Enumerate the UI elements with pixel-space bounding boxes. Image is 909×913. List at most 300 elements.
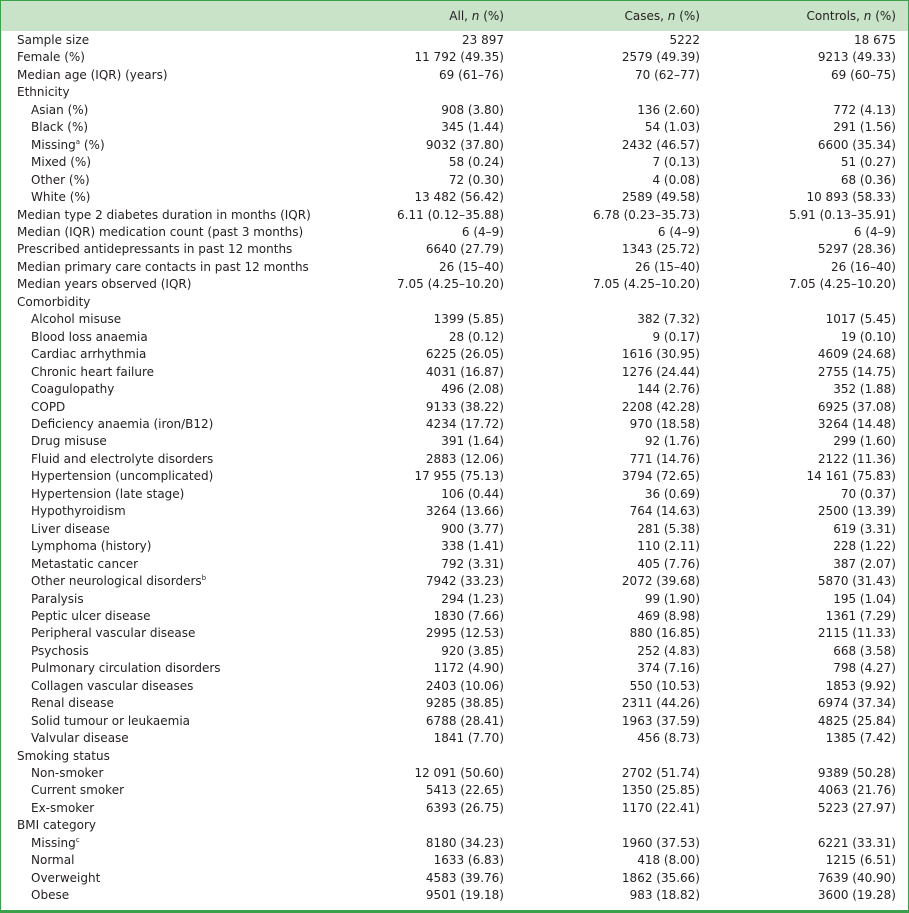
cell-cases [504,294,700,311]
cell-controls: 2755 (14.75) [817,364,896,379]
row-label-cell [1,102,371,119]
cell-controls: 7639 (40.90) [817,870,896,885]
cell-controls: 3264 (14.48) [817,416,896,431]
header-all-n: n [471,9,480,23]
row-label: Other neurological disorders [31,574,202,589]
cell-controls: 10 893 (58.33) [806,190,896,205]
row-label-cell [1,416,371,433]
cell-controls: 9213 (49.33) [817,50,896,65]
cell-cases: 36 (0.69) [644,486,700,501]
cell-cases: 2432 (46.57) [621,137,700,152]
cell-controls: 2500 (13.39) [817,504,896,519]
cell-cases [504,84,700,101]
row-label: Valvular disease [31,731,129,746]
cell-cases: 382 (7.32) [637,312,700,327]
cell-cases: 54 (1.03) [644,120,700,135]
row-label-cell [1,643,371,660]
row-label-cell [1,503,371,520]
cell-all: 11 792 (49.35) [414,50,504,65]
table-row [1,765,896,782]
cell-controls: 2115 (11.33) [817,626,896,641]
cell-controls: 7.05 (4.25–10.20) [789,277,896,292]
row-label: Ex-smoker [31,800,95,815]
cell-cases: 2589 (49.58) [621,190,700,205]
row-label: Obese [31,888,70,903]
row-label: Pulmonary circulation disorders [31,661,221,676]
cell-all: 72 (0.30) [448,172,504,187]
cell-all: 391 (1.64) [441,434,504,449]
row-label: Chronic heart failure [31,364,155,379]
row-label-cell [1,835,371,852]
table-row [1,748,896,765]
cell-controls: 619 (3.31) [833,521,896,536]
row-label-cell [1,591,371,608]
cell-cases [504,748,700,765]
cell-controls: 5297 (28.36) [817,242,896,257]
cell-all [371,294,504,311]
characteristics-table [1,32,896,905]
cell-cases: 3794 (72.65) [621,469,700,484]
row-label-suffix: (%) [80,137,105,152]
cell-all: 1841 (7.70) [433,731,504,746]
row-label-cell [1,84,371,101]
table-row [1,224,896,241]
cell-all: 1399 (5.85) [433,312,504,327]
cell-all: 3264 (13.66) [425,504,504,519]
table-row [1,468,896,485]
cell-all: 9501 (19.18) [425,888,504,903]
table-row [1,695,896,712]
row-label-cell [1,782,371,799]
row-label: Median (IQR) medication count (past 3 months) [17,224,304,239]
cell-controls: 14 161 (75.83) [806,469,896,484]
row-label-cell [1,329,371,346]
row-label: Hypothyroidism [31,504,126,519]
row-label: Median primary care contacts in past 12 months [17,259,309,274]
table-row [1,137,896,154]
cell-cases: 1960 (37.53) [621,835,700,850]
table-row [1,870,896,887]
table-row [1,329,896,346]
row-label-cell [1,887,371,904]
cell-all: 345 (1.44) [441,120,504,135]
table-row [1,591,896,608]
table-row [1,32,896,49]
row-label-cell [1,189,371,206]
table-row [1,782,896,799]
cell-cases: 880 (16.85) [629,626,700,641]
table-row [1,835,896,852]
cell-all: 6788 (28.41) [425,713,504,728]
table-row [1,49,896,66]
table-header [1,1,908,31]
cell-cases: 26 (15–40) [635,259,700,274]
footnote-marker: c [75,835,80,844]
cell-cases: 550 (10.53) [629,678,700,693]
row-label: Renal disease [31,696,114,711]
header-all-label: All, [449,9,472,23]
cell-cases: 1862 (35.66) [621,870,700,885]
cell-cases: 2311 (44.26) [621,696,700,711]
header-controls-pct: (%) [871,9,896,23]
row-label-cell [1,399,371,416]
cell-cases: 469 (8.98) [637,608,700,623]
row-label-cell [1,49,371,66]
cell-controls [700,84,896,101]
cell-controls: 291 (1.56) [833,120,896,135]
row-label: Hypertension (late stage) [31,486,185,501]
header-all-pct: (%) [479,9,504,23]
row-label: Cardiac arrhythmia [31,347,147,362]
cell-controls: 3600 (19.28) [817,888,896,903]
cell-all: 28 (0.12) [448,329,504,344]
cell-all: 23 897 [462,33,504,47]
cell-all [371,84,504,101]
cell-all: 6225 (26.05) [425,347,504,362]
row-label: Blood loss anaemia [31,329,148,344]
cell-controls: 5223 (27.97) [817,800,896,815]
table-row [1,433,896,450]
row-label: BMI category [17,818,96,833]
cell-cases: 6 (4–9) [657,224,700,239]
bottom-rule [1,910,908,912]
row-label: Ethnicity [17,85,70,100]
table-row [1,381,896,398]
header-controls-n: n [863,9,872,23]
cell-all: 6393 (26.75) [425,800,504,815]
row-label-cell [1,433,371,450]
cell-controls: 69 (60–75) [831,67,896,82]
row-label-cell [1,556,371,573]
row-label-cell [1,521,371,538]
table-row [1,521,896,538]
row-label: Solid tumour or leukaemia [31,713,191,728]
cell-controls: 6221 (33.31) [817,835,896,850]
table-row [1,259,896,276]
row-label-cell [1,800,371,817]
row-label-cell [1,817,371,834]
footnote-marker: a [75,137,81,146]
cell-controls: 668 (3.58) [833,643,896,658]
row-label-cell [1,276,371,293]
cell-cases: 374 (7.16) [637,661,700,676]
cell-controls: 4063 (21.76) [817,783,896,798]
cell-controls: 26 (16–40) [831,259,896,274]
table-row [1,84,896,101]
table-row [1,311,896,328]
table-row [1,625,896,642]
row-label-cell [1,346,371,363]
row-label-cell [1,660,371,677]
row-label: Liver disease [31,521,110,536]
row-label-cell [1,678,371,695]
table-row [1,102,896,119]
row-label: Drug misuse [31,434,107,449]
row-label-cell [1,381,371,398]
cell-cases: 1350 (25.85) [621,783,700,798]
row-label: COPD [31,399,66,414]
cell-controls [700,817,896,834]
cell-cases: 764 (14.63) [629,504,700,519]
table-row [1,276,896,293]
row-label: Comorbidity [17,294,91,309]
header-cases-label: Cases, [624,9,668,23]
cell-all: 9032 (37.80) [425,137,504,152]
row-label: Metastatic cancer [31,556,139,571]
cell-controls: 387 (2.07) [833,556,896,571]
cell-cases: 405 (7.76) [637,556,700,571]
cell-all: 294 (1.23) [441,591,504,606]
row-label-cell [1,730,371,747]
cell-all: 496 (2.08) [441,382,504,397]
cell-all: 6640 (27.79) [425,242,504,257]
cell-cases: 1963 (37.59) [621,713,700,728]
table-row [1,503,896,520]
cell-cases: 2072 (39.68) [621,574,700,589]
cell-controls: 772 (4.13) [833,102,896,117]
cell-all: 7942 (33.23) [425,574,504,589]
cell-all: 4031 (16.87) [425,364,504,379]
row-label-cell [1,451,371,468]
cell-all: 6.11 (0.12–35.88) [397,207,504,222]
row-label-cell [1,154,371,171]
table-row [1,713,896,730]
row-label: Psychosis [31,643,89,658]
row-label: Overweight [31,870,101,885]
cell-cases: 2208 (42.28) [621,399,700,414]
row-label-cell [1,538,371,555]
cell-cases: 6.78 (0.23–35.73) [593,207,700,222]
cell-controls: 6925 (37.08) [817,399,896,414]
cell-all: 4234 (17.72) [425,416,504,431]
cell-all: 12 091 (50.60) [414,766,504,781]
row-label: Asian (%) [31,102,89,117]
cell-all: 106 (0.44) [441,486,504,501]
table-row [1,573,896,590]
row-label: Other (%) [31,172,90,187]
cell-controls: 18 675 [854,33,896,47]
header-cases-n: n [667,9,676,23]
table-row [1,538,896,555]
cell-controls: 6600 (35.34) [817,137,896,152]
row-label-cell [1,207,371,224]
cell-controls: 299 (1.60) [833,434,896,449]
table-row [1,241,896,258]
row-label-cell [1,32,371,49]
table-row [1,207,896,224]
cell-cases: 970 (18.58) [629,416,700,431]
table-row [1,189,896,206]
table-row [1,67,896,84]
cell-all: 5413 (22.65) [425,783,504,798]
table-row [1,346,896,363]
row-label: Median years observed (IQR) [17,277,192,292]
cell-cases: 7.05 (4.25–10.20) [593,277,700,292]
table-row [1,556,896,573]
cell-cases: 1276 (24.44) [621,364,700,379]
header-controls [700,9,896,23]
row-label: Sample size [17,33,90,47]
table-body [1,32,896,905]
row-label: White (%) [31,190,91,205]
cell-cases: 70 (62–77) [635,67,700,82]
cell-controls: 70 (0.37) [840,486,896,501]
cell-cases: 252 (4.83) [637,643,700,658]
cell-controls: 68 (0.36) [840,172,896,187]
cell-controls: 5870 (31.43) [817,574,896,589]
cell-cases: 4 (0.08) [652,172,700,187]
cell-controls: 6974 (37.34) [817,696,896,711]
cell-all: 6 (4–9) [461,224,504,239]
row-label: Lymphoma (history) [31,539,152,554]
table-row [1,678,896,695]
header-cases [504,9,700,23]
cell-controls [700,748,896,765]
row-label-cell [1,486,371,503]
cell-cases: 983 (18.82) [629,888,700,903]
row-label: Paralysis [31,591,84,606]
cell-all: 8180 (34.23) [425,835,504,850]
row-label-cell [1,608,371,625]
cell-all: 2403 (10.06) [425,678,504,693]
table-row [1,451,896,468]
table-row [1,643,896,660]
row-label: Female (%) [17,50,85,65]
cell-all: 69 (61–76) [439,67,504,82]
cell-all: 2995 (12.53) [425,626,504,641]
table-row [1,486,896,503]
table-row [1,800,896,817]
table-row [1,172,896,189]
row-label: Mixed (%) [31,155,91,170]
row-label: Smoking status [17,748,110,763]
cell-controls: 2122 (11.36) [817,451,896,466]
table-row [1,817,896,834]
footnote-marker: b [201,574,207,583]
cell-cases: 110 (2.11) [637,539,700,554]
row-label-cell [1,713,371,730]
cell-all: 7.05 (4.25–10.20) [397,277,504,292]
cell-all: 920 (3.85) [441,643,504,658]
cell-controls: 352 (1.88) [833,382,896,397]
cell-cases: 771 (14.76) [629,451,700,466]
row-label: Deficiency anaemia (iron/B12) [31,416,214,431]
table-row [1,730,896,747]
cell-controls: 1853 (9.92) [825,678,896,693]
row-label: Current smoker [31,783,125,798]
header-controls-label: Controls, [806,9,864,23]
cell-cases: 5222 [669,33,700,47]
cell-all: 4583 (39.76) [425,870,504,885]
cell-cases: 144 (2.76) [637,382,700,397]
table-row [1,119,896,136]
row-label-cell [1,852,371,869]
row-label-cell [1,119,371,136]
row-label-cell [1,625,371,642]
row-label: Median type 2 diabetes duration in months (IQR) [17,207,311,222]
row-label: Black (%) [31,120,89,135]
header-cases-pct: (%) [675,9,700,23]
row-label: Normal [31,853,75,868]
cell-all: 900 (3.77) [441,521,504,536]
cell-all: 2883 (12.06) [425,451,504,466]
cell-controls: 1385 (7.42) [825,731,896,746]
cell-cases: 92 (1.76) [644,434,700,449]
row-label-cell [1,172,371,189]
table-row [1,660,896,677]
cell-controls: 228 (1.22) [833,539,896,554]
cell-all: 792 (3.31) [441,556,504,571]
row-label: Prescribed antidepressants in past 12 months [17,242,293,257]
table-row [1,294,896,311]
table-row [1,154,896,171]
cell-cases: 99 (1.90) [644,591,700,606]
cell-cases: 1170 (22.41) [621,800,700,815]
table-row [1,608,896,625]
cell-controls: 19 (0.10) [840,329,896,344]
table-row [1,364,896,381]
cell-all: 1633 (6.83) [433,853,504,868]
cell-all: 1172 (4.90) [433,661,504,676]
cell-all: 1830 (7.66) [433,608,504,623]
cell-controls: 6 (4–9) [853,224,896,239]
row-label: Non-smoker [31,766,104,781]
row-label-cell [1,765,371,782]
cell-controls: 195 (1.04) [833,591,896,606]
row-label-cell [1,870,371,887]
cell-cases: 2579 (49.39) [621,50,700,65]
row-label-cell [1,224,371,241]
cell-controls: 1361 (7.29) [825,608,896,623]
row-label-cell [1,468,371,485]
row-label-cell [1,573,371,590]
header-all [371,9,504,23]
row-label: Median age (IQR) (years) [17,67,168,82]
row-label: Missing [31,137,76,152]
cell-all [371,748,504,765]
row-label: Hypertension (uncomplicated) [31,469,214,484]
table-row [1,416,896,433]
cell-all: 13 482 (56.42) [414,190,504,205]
cell-controls: 798 (4.27) [833,661,896,676]
cell-controls: 1017 (5.45) [825,312,896,327]
cell-all: 9285 (38.85) [425,696,504,711]
cell-cases: 1616 (30.95) [621,347,700,362]
row-label-cell [1,137,371,154]
cell-controls: 4609 (24.68) [817,347,896,362]
cell-all: 26 (15–40) [439,259,504,274]
cell-cases: 1343 (25.72) [621,242,700,257]
cell-controls: 51 (0.27) [840,155,896,170]
cell-cases: 418 (8.00) [637,853,700,868]
row-label-cell [1,241,371,258]
cell-controls: 4825 (25.84) [817,713,896,728]
cell-cases: 9 (0.17) [652,329,700,344]
row-label: Missing [31,835,76,850]
table-row [1,852,896,869]
row-label: Fluid and electrolyte disorders [31,451,214,466]
cell-cases: 2702 (51.74) [621,766,700,781]
row-label: Alcohol misuse [31,312,122,327]
cell-cases [504,817,700,834]
row-label-cell [1,259,371,276]
cell-cases: 456 (8.73) [637,731,700,746]
cell-cases: 7 (0.13) [652,155,700,170]
row-label-cell [1,294,371,311]
row-label-cell [1,67,371,84]
row-label-cell [1,364,371,381]
cell-all: 17 955 (75.13) [414,469,504,484]
